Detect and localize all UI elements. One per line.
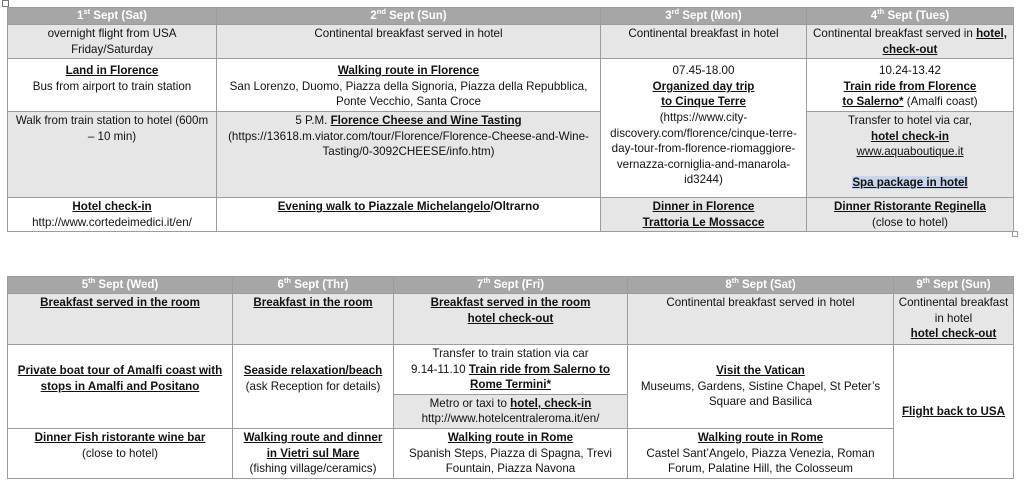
cell-breakfast: Continental breakfast served in hotel [628, 294, 894, 345]
cell-hotel-checkin: Hotel check-in http://www.cortedeimedici.it/en/ [8, 197, 217, 231]
header-day-9: 9th Sept (Sun) [894, 277, 1014, 294]
activity-link[interactable]: http://www.hotelcentraleroma.it/en/ [421, 412, 600, 426]
activity-details: Bus from airport to train station [32, 79, 192, 93]
cell-breakfast-checkout: Continental breakfast in hotel hotel check-out [894, 294, 1014, 345]
cell-breakfast-room: Breakfast served in the room [8, 294, 233, 345]
activity-title: to Cinque Terre [661, 95, 746, 109]
activity-link[interactable]: http://www.cortedeimedici.it/en/ [32, 215, 192, 229]
table-row [8, 25, 1014, 59]
table-anchor-handle[interactable] [2, 0, 9, 7]
activity-title: Land in Florence [65, 64, 159, 78]
header-day-5: 5th Sept (Wed) [8, 277, 233, 294]
cell-dinner-florence: Dinner in Florence Trattoria Le Mossacce [601, 197, 807, 231]
cell-train-salerno: 10.24-13.42 Train ride from Florence to Salerno* (Amalfi coast) [807, 59, 1014, 112]
activity-link[interactable]: (https://13618.m.viator.com/tour/Florence/Florence-Cheese-and-Wine-Tasting/0-3092CHEESE/info.htm) [228, 129, 589, 159]
cell-cheese-wine: 5 P.M. Florence Cheese and Wine Tasting (https://13618.m.viator.com/tour/Florence/Florence-Cheese-and-Wine-Tasting/0-3092CHEESE/info.htm) [217, 111, 601, 197]
cell-breakfast-room: Breakfast in the room [233, 294, 394, 345]
spa-package-highlight: Spa package in hotel [852, 175, 968, 189]
table-row [8, 197, 1014, 231]
cell-seaside: Seaside relaxation/beach (ask Reception for details) [233, 345, 394, 429]
activity-time: 07.45-18.00 [672, 64, 735, 78]
header-day-4: 4th Sept (Tues) [807, 8, 1014, 25]
activity-details: San Lorenzo, Duomo, Piazza della Signoria, Piazza della Repubblica, Ponte Vecchio, Santa Croce [229, 79, 588, 109]
cell-walking-florence [217, 59, 601, 112]
cell-walking-rome: Walking route in Rome Castel Sant’Angelo, Piazza Venezia, Roman Forum, Palatine Hill, the Colosseum [628, 428, 894, 478]
cell-boat-tour: Private boat tour of Amalfi coast with stops in Amalfi and Positano [8, 345, 233, 429]
activity-title: Train ride from Florence [843, 79, 977, 93]
cell-flight-usa: overnight flight from USA Friday/Saturday [8, 25, 217, 59]
cell-dinner-fish: Dinner Fish ristorante wine bar (close to hotel) [8, 428, 233, 478]
table-row [8, 294, 1014, 345]
header-day-1: 1st Sept (Sat) [8, 8, 217, 25]
itinerary-table-week1 [7, 7, 1014, 232]
header-day-6: 6th Sept (Thr) [233, 277, 394, 294]
table-header-row [8, 8, 1014, 25]
cell-walking-rome: Walking route in Rome Spanish Steps, Piazza di Spagna, Trevi Fountain, Piazza Navona [394, 428, 628, 478]
cell-vietri: Walking route and dinner in Vietri sul Mare (fishing village/ceramics) [233, 428, 394, 478]
cell-evening-walk: Evening walk to Piazzale Michelangelo/Oltrarno [217, 197, 601, 231]
activity-link[interactable]: www.aquaboutique.it [856, 145, 964, 159]
activity-link[interactable]: (https://www.city-discovery.com/florence/cinque-terre-day-tour-from-florence-riomaggiore-vernazza-corniglia-and-manarola-id3244) [610, 110, 797, 187]
activity-time: 10.24-13.42 [879, 64, 941, 78]
cell-breakfast-checkout: Breakfast served in the room hotel check-out [394, 294, 628, 345]
cell-breakfast: Continental breakfast served in hotel [217, 25, 601, 59]
header-day-3: 3rd Sept (Mon) [601, 8, 807, 25]
cell-cinque-terre [601, 59, 807, 198]
cell-walk-to-hotel: Walk from train station to hotel (600m – 10 min) [8, 111, 217, 197]
table-row [8, 111, 1014, 197]
activity-title: Organized day trip [652, 79, 755, 93]
table-row [8, 345, 1014, 395]
cell-breakfast-checkout: Continental breakfast served in hotel, check-out [807, 25, 1014, 59]
header-day-8: 8th Sept (Sat) [628, 277, 894, 294]
cell-vatican: Visit the Vatican Museums, Gardens, Sistine Chapel, St Peter’s Square and Basilica [628, 345, 894, 429]
cell-flight-back: Flight back to USA [894, 345, 1014, 479]
header-day-7: 7th Sept (Fri) [394, 277, 628, 294]
table-row [8, 428, 1014, 478]
cell-metro-checkin: Metro or taxi to hotel, check-in http://www.hotelcentraleroma.it/en/ [394, 394, 628, 428]
table-row [8, 59, 1014, 112]
activity-title: Walking route in Florence [337, 64, 480, 78]
itinerary-table-week2 [7, 276, 1014, 479]
cell-dinner-reginella: Dinner Ristorante Reginella (close to hotel) [807, 197, 1014, 231]
table-header-row [8, 277, 1014, 294]
cell-breakfast: Continental breakfast in hotel [601, 25, 807, 59]
cell-train-rome: Transfer to train station via car 9.14-11.10 Train ride from Salerno to Rome Termini* [394, 345, 628, 395]
cell-transfer-hotel: Transfer to hotel via car, hotel check-in www.aquaboutique.it Spa package in hotel [807, 111, 1014, 197]
cell-arrival [8, 59, 217, 112]
header-day-2: 2nd Sept (Sun) [217, 8, 601, 25]
